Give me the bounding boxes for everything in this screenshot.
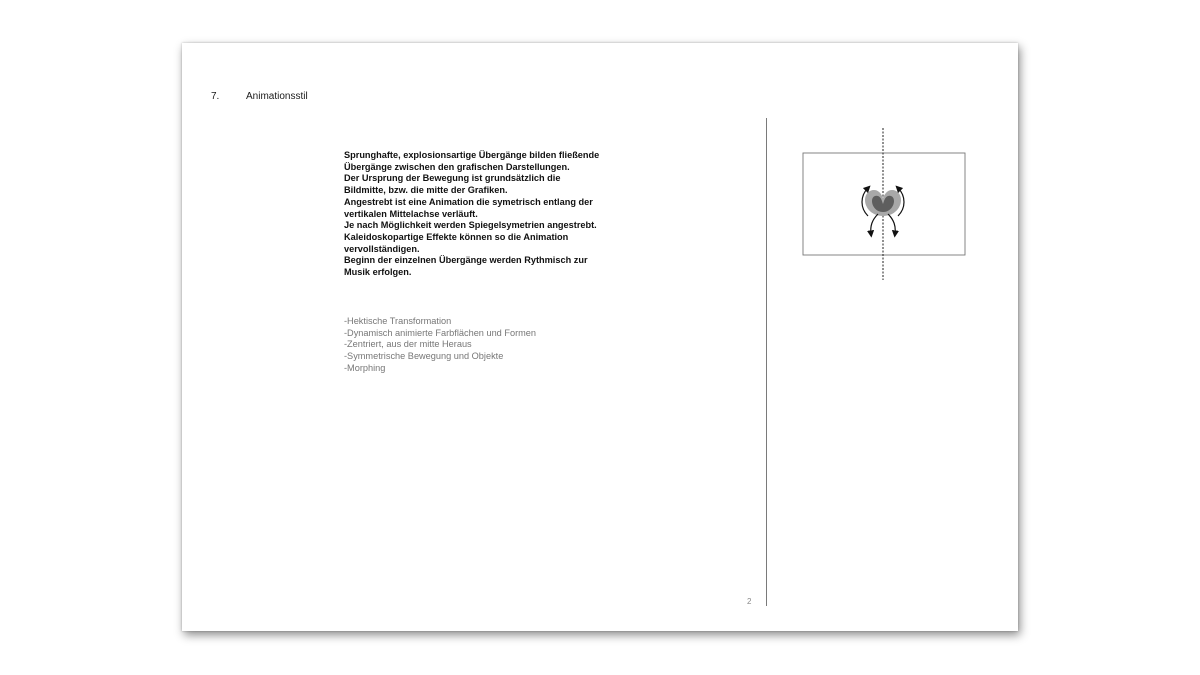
column-divider	[766, 118, 767, 606]
section-title: Animationsstil	[246, 91, 308, 102]
body-line: Kaleidoskopartige Effekte können so die Animation	[344, 231, 569, 242]
body-line: Sprunghafte, explosionsartige Übergänge bilden fließende	[344, 150, 600, 160]
page-number: 2	[747, 597, 752, 606]
body-line: Der Ursprung der Bewegung ist grundsätzlich die	[344, 173, 561, 184]
bullet-item: -Dynamisch animierte Farbflächen und Formen	[344, 327, 536, 338]
animation-sketch-figure	[802, 128, 968, 284]
body-line: Je nach Möglichkeit werden Spiegelsymetrien angestrebt.	[344, 220, 597, 231]
right-lower-arrow	[888, 214, 895, 234]
bullet-list	[344, 316, 604, 375]
body-line: vervollständigen.	[344, 243, 420, 254]
body-line: Angestrebt ist eine Animation die symetrisch entlang der	[344, 196, 593, 207]
body-line: Bildmitte, bzw. die mitte der Grafiken.	[344, 185, 508, 196]
bullet-item: -Symmetrische Bewegung und Objekte	[344, 351, 504, 362]
bullet-item: -Zentriert, aus der mitte Heraus	[344, 339, 472, 350]
body-line: Musik erfolgen.	[344, 267, 412, 278]
body-line: vertikalen Mittelachse verläuft.	[344, 208, 478, 219]
document-page	[182, 43, 1018, 631]
body-line: Beginn der einzelnen Übergänge werden Rythmisch zur	[344, 255, 588, 266]
bullet-item: -Morphing	[344, 362, 386, 373]
body-line: Übergänge zwischen den grafischen Darstellungen.	[344, 161, 570, 172]
left-lower-arrow	[871, 214, 878, 234]
section-number: 7.	[211, 91, 220, 102]
body-paragraph	[344, 150, 624, 279]
bullet-item: -Hektische Transformation	[344, 316, 452, 326]
